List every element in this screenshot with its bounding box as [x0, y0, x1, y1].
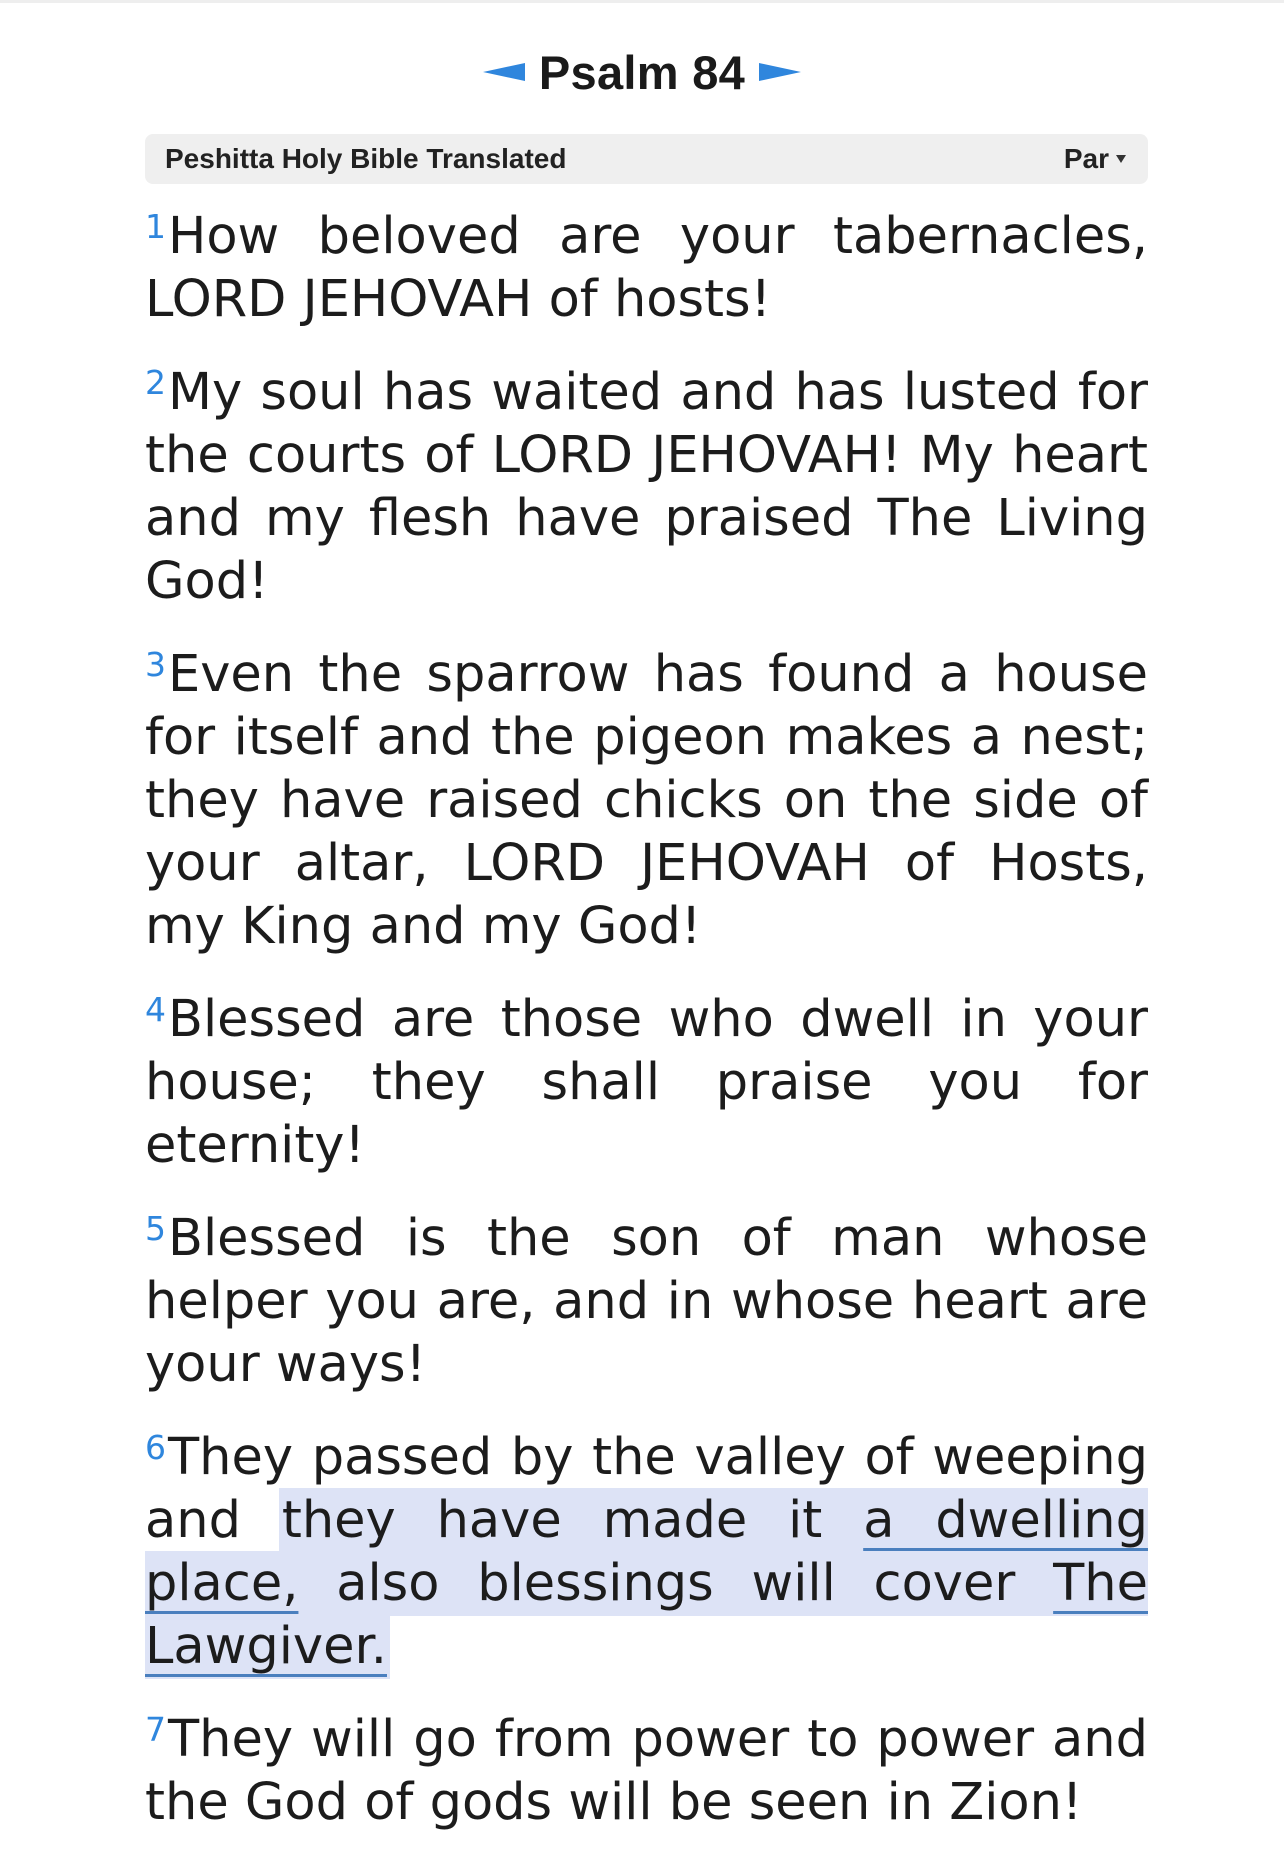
verse-number: 3 — [145, 645, 166, 684]
verse-4[interactable] — [145, 988, 1148, 1177]
underlined-segment: The Lawgiver. — [145, 1554, 1148, 1676]
chapter-header — [0, 40, 1284, 104]
highlight-segment: they have made it — [281, 1491, 864, 1550]
verse-text: Blessed is the son of man whose helper you are, and in whose heart are your ways! — [145, 1209, 1148, 1394]
verse-text: My soul has waited and has lusted for the courts of LORD JEHOVAH! My heart and my flesh have praised The Living God! — [145, 363, 1148, 611]
chapter-title[interactable]: Psalm 84 — [538, 45, 746, 99]
verse-number: 4 — [145, 990, 166, 1029]
verse-3[interactable] — [145, 643, 1148, 958]
parallel-label: Par — [1063, 143, 1109, 174]
version-name[interactable]: Peshitta Holy Bible Translated — [165, 143, 567, 174]
left-arrow-icon[interactable] — [483, 63, 525, 81]
verse-text: They will go from power to power and the God of gods will be seen in Zion! — [145, 1710, 1148, 1832]
caret-down-icon — [1116, 155, 1126, 163]
parallel-toggle[interactable] — [1064, 143, 1126, 175]
verse-1[interactable] — [145, 205, 1148, 331]
verse-6[interactable] — [145, 1426, 1148, 1678]
verse-number: 2 — [145, 363, 166, 402]
highlight-segment: also blessings will cover — [298, 1554, 1054, 1613]
highlighted-text[interactable] — [145, 1491, 1148, 1676]
verse-number: 5 — [145, 1209, 166, 1248]
verse-number: 6 — [145, 1428, 166, 1467]
verse-text: They passed by the valley of weeping and — [145, 1428, 1148, 1550]
verse-5[interactable] — [145, 1207, 1148, 1396]
top-divider — [0, 0, 1284, 3]
verse-number: 7 — [145, 1710, 166, 1749]
verse-2[interactable] — [145, 361, 1148, 613]
verse-text: How beloved are your tabernacles, LORD JEHOVAH of hosts! — [145, 207, 1148, 329]
underlined-segment: a dwelling place, — [145, 1491, 1148, 1613]
verse-text: Even the sparrow has found a house for itself and the pigeon makes a nest; they have raised chicks on the side of your altar, LORD JEHOVAH of Hosts, my King and my God! — [145, 645, 1148, 956]
right-arrow-icon[interactable] — [759, 63, 801, 81]
verse-7[interactable] — [145, 1708, 1148, 1834]
verse-number: 1 — [145, 207, 166, 246]
verse-list — [145, 205, 1148, 1864]
version-bar[interactable] — [145, 134, 1148, 184]
verse-text: Blessed are those who dwell in your house; they shall praise you for eternity! — [145, 990, 1148, 1175]
